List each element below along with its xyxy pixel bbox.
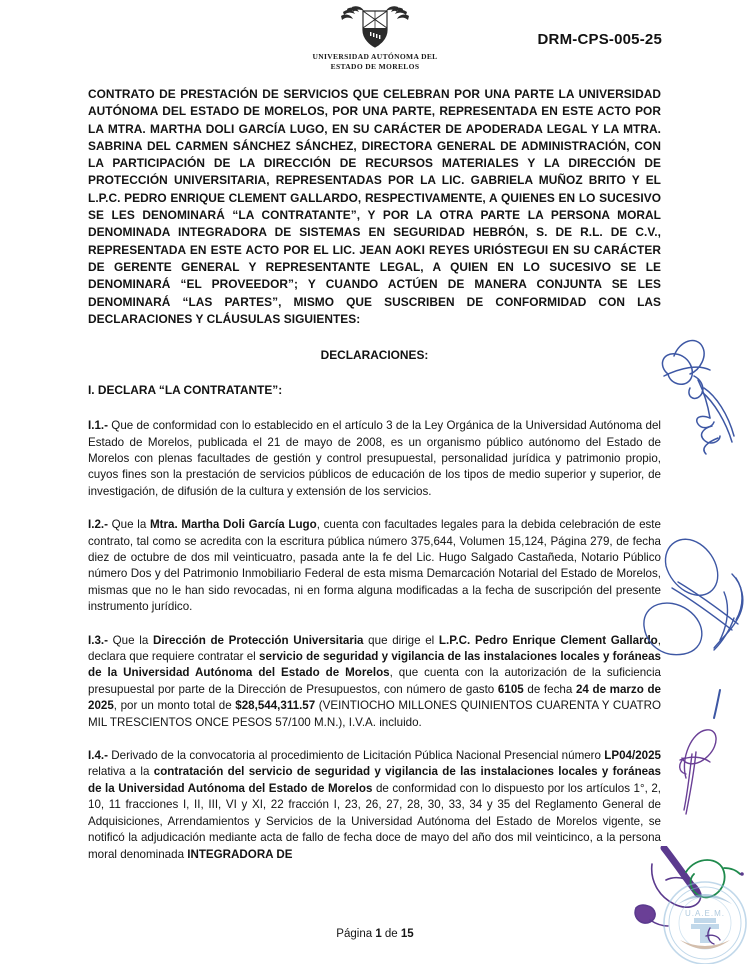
uaem-crest-icon (339, 6, 411, 52)
document-code: DRM-CPS-005-25 (537, 31, 662, 48)
clause-emphasis: contratación del servicio de seguridad y vigilancia de las instalaciones locales y foráneas de la Universidad Autónoma del Estado de Morelos (88, 765, 661, 795)
document-header (0, 0, 750, 80)
clause-list (88, 418, 661, 863)
clause-emphasis: I.2.- (88, 518, 108, 532)
footer-prefix: Página (336, 928, 376, 940)
clause-text: Que la (107, 633, 153, 647)
clause-text: Que la (107, 518, 150, 532)
spacer (88, 616, 661, 633)
clause-text: Derivado de la convocatoria al procedimiento de Licitación Pública Nacional Presencial número (107, 749, 605, 763)
clause-text: , por un monto total de (113, 699, 236, 713)
clause-emphasis: Dirección de Protección Universitaria (152, 633, 364, 647)
clause-text: de conformidad con lo dispuesto por los artículos 1°, 2, 10, 11 fracciones I, II, III, VI y XI, 22 fracción I, 23, 26, 27, 28, 30, 33, 34 y 35 del Reglamento General de Adquisiciones, Arrendamientos y Servicios de la Universidad Autónoma del Estado de Morelos vigente, se notificó la adjudicación mediante acta de fallo de fecha doce de mayo del año dos mil veinticinco, a la persona moral denominada (88, 781, 661, 861)
clause-paragraph-i-3 (88, 633, 661, 731)
clause-text: que dirige el (363, 633, 439, 647)
clause-emphasis: Mtra. Martha Doli García Lugo (149, 518, 317, 532)
clause-paragraph-i-1 (88, 418, 661, 500)
clause-emphasis: 6105 (497, 682, 524, 696)
logo-text-line1: UNIVERSIDAD AUTÓNOMA DEL (312, 52, 438, 61)
clause-text: de fecha (523, 682, 576, 696)
clause-text: , cuenta con facultades legales para la debida celebración de este contrato, tal como se acredita con la escritura pública número 375,644, Volumen 15,124, Página 279, de fecha diez de octubre de dos mil veinticuatro, pasada ante la fe del Lic. Hugo Salgado Castañeda, Notario Público número Dos y del Patrimonio Inmobiliario Federal de esta misma Demarcación Notarial del Estado de Morelos, mismas que no le han sido revocadas, ni en forma alguna modificadas a la fecha de suscripción del presente instrumento jurídico. (88, 518, 661, 614)
clause-emphasis: servicio de seguridad y vigilancia de las instalaciones locales y foráneas de la Universidad Autónoma del Estado de Morelos (88, 650, 661, 680)
purple-ink-signature-4 (634, 846, 750, 964)
clause-emphasis: I.4.- (88, 749, 108, 763)
spacer (88, 500, 661, 517)
blue-ink-signature-1 (652, 330, 750, 458)
clause-paragraph-i-4 (88, 748, 661, 863)
clause-paragraph-i-2 (88, 517, 661, 615)
footer-total-pages: 15 (400, 928, 414, 940)
logo-text-line2: ESTADO DE MORELOS (330, 62, 420, 72)
footer-page-number: 1 (375, 928, 382, 940)
declarations-title: DECLARACIONES: (320, 348, 429, 363)
clause-text: , que cuenta con la autorización de la suficiencia presupuestal por parte de la Dirección de Presupuestos, con número de gasto (88, 666, 661, 696)
spacer (88, 362, 661, 382)
svg-text:U.A.E.M.: U.A.E.M. (684, 909, 726, 918)
clause-emphasis: L.P.C. Pedro Enrique Clement Gallardo (438, 633, 658, 647)
preamble-paragraph: CONTRATO DE PRESTACIÓN DE SERVICIOS QUE CELEBRAN POR UNA PARTE LA UNIVERSIDAD AUTÓNOMA DEL ESTADO DE MORELOS, POR UNA PARTE, REPRESENTADA EN ESTE ACTO POR LA MTRA. MARTHA DOLI GARCÍA LUGO, EN SU CARÁCTER DE APODERADA LEGAL Y LA MTRA. SABRINA DEL CARMEN SÁNCHEZ SÁNCHEZ, DIRECTORA GENERAL DE ADMINISTRACIÓN, CON LA PARTICIPACIÓN DE LA DIRECCIÓN DE RECURSOS MATERIALES Y LA DIRECCIÓN DE PROTECCIÓN UNIVERSITARIA, REPRESENTADAS POR LA LIC. GABRIELA MUÑOZ BRITO Y EL L.P.C. PEDRO ENRIQUE CLEMENT GALLARDO, RESPECTIVAMENTE, A QUIENES EN LO SUCESIVO SE LES DENOMINARÁ “LA CONTRATANTE”, Y POR LA OTRA PARTE LA PERSONA MORAL DENOMINADA INTEGRADORA DE SISTEMAS EN SEGURIDAD HEBRÓN, S. DE R.L. DE C.V., REPRESENTADA EN ESTE ACTO POR EL LIC. JEAN AOKI REYES URIÓSTEGUI EN SU CARÁCTER DE GERENTE GENERAL Y REPRESENTANTE LEGAL, A QUIEN EN LO SUCESIVO SE LE DENOMINARÁ “EL PROVEEDOR”; Y CUANDO ACTÚEN DE MANERA CONJUNTA SE LES DENOMINARÁ “LAS PARTES”, MISMO QUE SUSCRIBEN DE CONFORMIDAD CON LAS DECLARACIONES Y CLÁUSULAS SIGUIENTES: (88, 87, 661, 326)
clause-emphasis: 24 de marzo de 2025 (88, 682, 661, 713)
spacer (88, 398, 661, 418)
spacer (88, 328, 661, 348)
clause-text: relativa a la (88, 765, 154, 779)
uaem-round-seal-stamp (660, 878, 750, 964)
clause-text: , declara que requiere contratar el (88, 633, 661, 664)
clause-text: Que de conformidad con lo establecido en el artículo 3 de la Ley Orgánica de la Universidad Autónoma del Estado de Morelos, publicada el 21 de mayo de 2008, es un organismo público autónomo del Estado de Morelos con plenas facultades de gestión y control presupuestal, personalidad jurídica y patrimonio propio, cuyos fines son la prestación de servicios públicos de educación de los tipos de medio superior y superior, de investigación, de difusión de la cultura y extensión de los servicios. (88, 419, 661, 498)
footer-middle: de (381, 928, 401, 940)
page-footer (0, 928, 750, 940)
clause-text: (VEINTIOCHO MILLONES QUINIENTOS CUARENTA Y CUATRO MIL TRESCIENTOS ONCE PESOS 57/100 M.N.), I.V.A. incluido. (88, 699, 661, 729)
clause-emphasis: INTEGRADORA DE (187, 847, 293, 861)
purple-ink-signature-3 (658, 688, 746, 830)
document-body (88, 86, 661, 863)
clause-emphasis: LP04/2025 (604, 749, 661, 763)
section-i-title: I. DECLARA “LA CONTRATANTE”: (88, 383, 283, 398)
clause-emphasis: I.1.- (88, 419, 108, 433)
clause-emphasis: I.3.- (88, 633, 108, 647)
clause-emphasis: $28,544,311.57 (235, 699, 316, 713)
spacer (88, 731, 661, 748)
